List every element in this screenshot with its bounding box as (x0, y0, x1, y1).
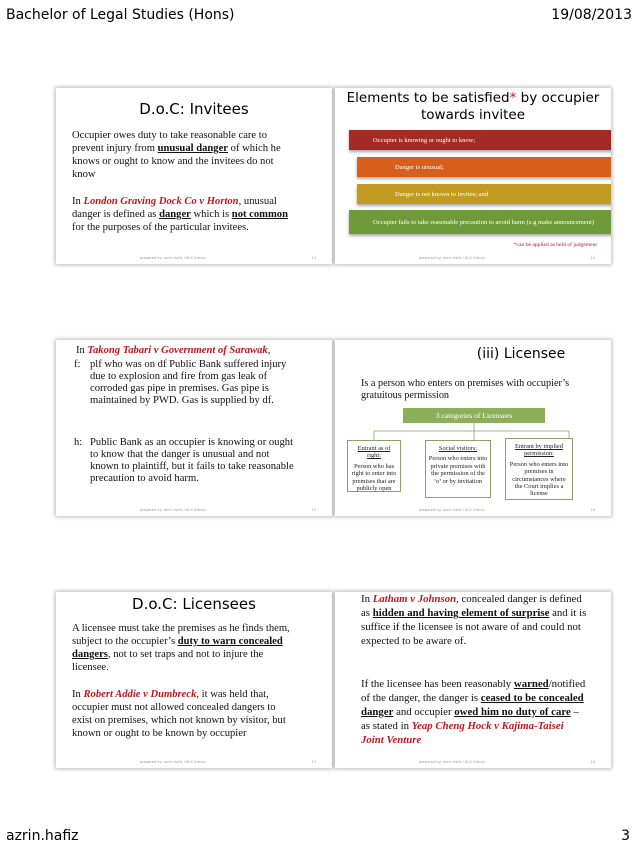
slide-number: 15 (311, 508, 316, 512)
slide-number: 17 (311, 760, 316, 764)
slide-title: D.o.C: Licensees (132, 595, 256, 613)
document-date: 19/08/2013 (551, 7, 632, 23)
slide-17: D.o.C: Licensees A licensee must take the premises as he finds them, subject to the occupier’s duty to warn concealed dangers, not to set traps and not to injure the licensee. In Robert Addie v Dumbreck, it was held that, occupier must not allowed concealed dangers to exist on premises, which not known by visitor, but known or ought to be known by occupier prepared by: azrin hafiz / BLS (Hons) 17 (56, 592, 332, 768)
slide-14: Elements to be satisfied* by occupier towards invitee Occupier is knowing or ought to know; Danger is unusual; Danger is not known to invitee; and Occupier fails to take reasonable precaution to avoid harm (e.g make announcement) *can be applied as held of judgement prepared by: azrin hafiz / BLS (Hons) 14 (335, 88, 611, 264)
element-bar: Occupier is knowing or ought to know; (349, 130, 611, 150)
slide-paragraph: A licensee must take the premises as he finds them, subject to the occupier’s duty to warn concealed dangers, not to set traps and not to injure the licensee. (72, 623, 290, 673)
slide-paragraph: In Latham v Johnson, concealed danger is defined as hidden and having element of surprise and it is suffice if the licensee is not aware of and could not expected to be aware of. (361, 593, 587, 647)
slide-15: In Takong Tabari v Government of Sarawak, f: plf who was on df Public Bank suffered injury due to explosion and fire from gas leak of corroded gas pipe in premises. Gas pipe is maintained by PWD. Gas is supplied by df. h: Public Bank as an occupier is knowing or ought to know that the danger is unusual and not known to plaintiff, but it fails to take reasonable precaution to avoid harm. prepared by: azrin hafiz / BLS (Hons) 15 (56, 340, 332, 516)
element-bar: Occupier fails to take reasonable precaution to avoid harm (e.g make announcement) (349, 210, 611, 234)
slide-16: (iii) Licensee Is a person who enters on premises with occupier’s gratuitous permission 3 categories of Licensees Entrant as of right: Person who has right to enter into premises that are publicly open Social visitors: Person who enters into private premises with the permission of the ‘o’ or by invitation Entrant by implied permission: Person who enters into premises in circumstances where the Court implies a license prepared by: azrin hafiz / BLS (Hons) 16 (335, 340, 611, 516)
category-box: Social visitors: Person who enters into private premises with the permission of the ‘o’ or by invitation (425, 440, 491, 498)
slide-title: Elements to be satisfied* by occupier towards invitee (346, 90, 600, 123)
slide-title: (iii) Licensee (476, 346, 566, 362)
author-name: azrin.hafiz (6, 828, 79, 844)
slide-paragraph: If the licensee has been reasonably warned/notified of the danger, the danger is ceased to be concealed danger and occupier owed him no duty of care – as stated in Yeap Cheng Hock v Kajima-Taisei Joint Venture (361, 678, 586, 746)
held-text: Public Bank as an occupier is knowing or ought to know that the danger is unusual and not known to plaintiff, but it fails to take reasonable precaution to avoid harm. (90, 437, 294, 484)
slide-paragraph: In Robert Addie v Dumbreck, it was held that, occupier must not allowed concealed dangers to exist on premises, which not known by visitor, but known or ought to be known by occupier (72, 689, 286, 739)
slide-13: D.o.C: Invitees Occupier owes duty to take reasonable care to prevent injury from unusual danger of which he knows or ought to know and the invitees do not know In London Graving Dock Co v Horton, unusual danger is defined as danger which is not common for the purposes of the particular invitees. prepared by: azrin hafiz / BLS (Hons) 13 (56, 88, 332, 264)
held-label: h: (74, 437, 83, 448)
category-box: Entrant by implied permission: Person who enters into premises in circumstances where the Court implies a license (505, 438, 573, 500)
case-citation: Robert Addie v Dumbreck (83, 689, 197, 700)
slide-paragraph: Occupier owes duty to take reasonable care to prevent injury from unusual danger of which he knows or ought to know and the invitees do not know (72, 130, 281, 180)
footnote: *can be applied as held of judgement (513, 242, 597, 248)
facts-label: f: (74, 359, 81, 370)
element-bar: Danger is unusual; (357, 157, 611, 177)
case-citation: Yeap Cheng Hock v Kajima-Taisei Joint Venture (361, 720, 564, 746)
slide-paragraph: In London Graving Dock Co v Horton, unusual danger is defined as danger which is not common for the purposes of the particular invitees. (72, 196, 288, 233)
case-citation: Latham v Johnson (372, 593, 457, 605)
case-citation: London Graving Dock Co v Horton (83, 196, 239, 207)
facts-text: plf who was on df Public Bank suffered injury due to explosion and fire from gas leak of corroded gas pipe in premises. Gas pipe is maintained by PWD. Gas is supplied by df. (90, 359, 287, 406)
slide-18: In Latham v Johnson, concealed danger is defined as hidden and having element of surprise and it is suffice if the licensee is not aware of and could not expected to be aware of. If the licensee has been reasonably warned/notified of the danger, the danger is ceased to be concealed danger and occupier owed him no duty of care – as stated in Yeap Cheng Hock v Kajima-Taisei Joint Venture prepared by: azrin hafiz / BLS (Hons) 18 (335, 592, 611, 768)
slide-number: 13 (311, 256, 316, 260)
slide-number: 16 (590, 508, 595, 512)
licensee-definition: Is a person who enters on premises with occupier’s gratuitous permission (361, 378, 570, 401)
category-box: Entrant as of right: Person who has right to enter into premises that are publicly open (347, 440, 401, 492)
slide-number: 14 (590, 256, 595, 260)
case-citation: Takong Tabari v Government of Sarawak (87, 345, 268, 356)
page-number: 3 (621, 828, 630, 844)
document-title: Bachelor of Legal Studies (Hons) (6, 7, 235, 23)
categories-banner: 3 categories of Licensees (403, 408, 545, 423)
element-bar: Danger is not known to invitee; and (357, 184, 611, 204)
slide-number: 18 (590, 760, 595, 764)
case-intro: In Takong Tabari v Government of Sarawak, (76, 345, 271, 356)
slide-title: D.o.C: Invitees (139, 100, 249, 118)
